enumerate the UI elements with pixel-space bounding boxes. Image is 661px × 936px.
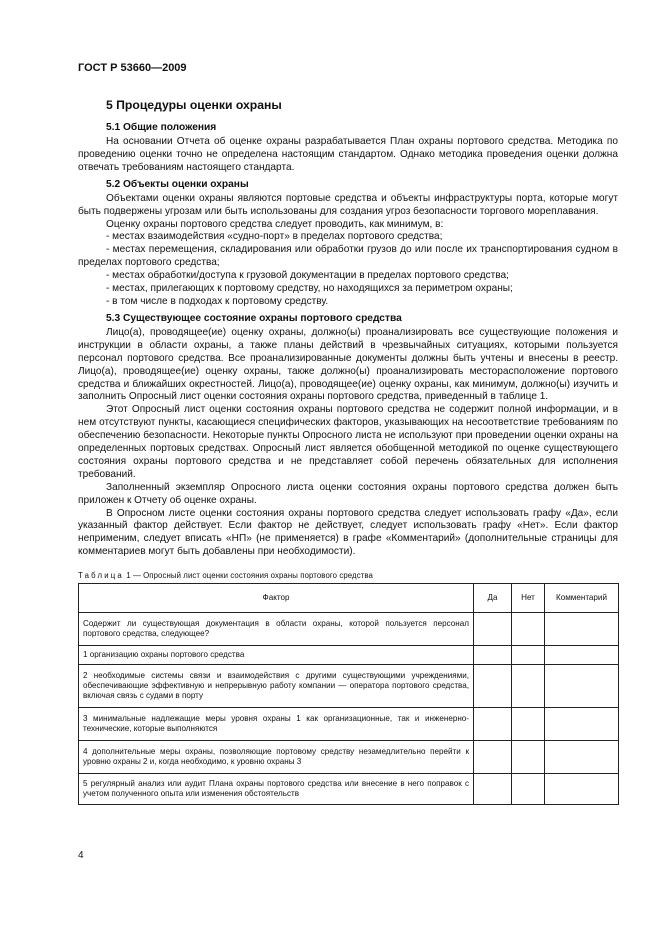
factor-cell: 4 дополнительные меры охраны, позволяющие портовому средству незамедлительно перейти к уровню охраны 2 и, когда необходимо, к уровню охраны 3 bbox=[79, 741, 474, 774]
list-item: - местах перемещения, складирования или обработки грузов до или после их транспортирования судном в пределах портового средства; bbox=[78, 244, 618, 269]
factor-cell: 1 организацию охраны портового средства bbox=[79, 646, 474, 665]
location-list bbox=[78, 231, 618, 308]
comment-cell[interactable] bbox=[545, 741, 619, 774]
header-yes: Да bbox=[474, 584, 512, 613]
list-item: - местах, прилегающих к портовому средству, но находящихся за периметром охраны; bbox=[106, 283, 513, 295]
comment-cell[interactable] bbox=[545, 613, 619, 646]
header-factor: Фактор bbox=[79, 584, 474, 613]
paragraph: Лицо(а), проводящее(ие) оценку охраны, должно(ы) проанализировать все существующие положения и инструкции в области охраны, а также планы действий в чрезвычайных ситуациях, которыми пользуется персонал портового средства. Все проанализированные документы должны быть учтены и внесены в реестр. Лицо(а), проводящее(ие) оценку охраны, также должно(ы) проанализировать месторасположение портового средства и ближайших окрестностей. Лицо(а), проводящее(ие) оценку охраны, как минимум, должно(ы) изучить и заполнить Опросный лист оценки состояния охраны портового средства, приведенный в таблице 1. bbox=[78, 326, 618, 403]
page-number: 4 bbox=[78, 850, 84, 861]
yes-cell[interactable] bbox=[474, 774, 512, 805]
list-item: - местах обработки/доступа к грузовой документации в пределах портового средства; bbox=[106, 270, 509, 282]
comment-cell[interactable] bbox=[545, 646, 619, 665]
factor-cell: Содержит ли существующая документация в области охраны, которой пользуется персонал портового средства, следующее? bbox=[79, 613, 474, 646]
yes-cell[interactable] bbox=[474, 665, 512, 708]
table-caption-prefix: Таблица bbox=[78, 571, 124, 581]
table-row bbox=[79, 741, 619, 774]
table-row bbox=[79, 708, 619, 741]
table-row bbox=[79, 665, 619, 708]
section-5-title: 5 Процедуры оценки охраны bbox=[106, 98, 282, 112]
yes-cell[interactable] bbox=[474, 646, 512, 665]
paragraph: Объектами оценки охраны являются портовые средства и объекты инфраструктуры порта, которые могут быть подвержены угрозам или быть использованы для создания угроз безопасности торгового мореплавания. bbox=[78, 192, 618, 217]
comment-cell[interactable] bbox=[545, 708, 619, 741]
section-5-3-title: 5.3 Существующее состояние охраны портового средства bbox=[106, 312, 402, 324]
yes-cell[interactable] bbox=[474, 708, 512, 741]
no-cell[interactable] bbox=[512, 665, 545, 708]
comment-cell[interactable] bbox=[545, 774, 619, 805]
paragraph: Оценку охраны портового средства следует проводить, как минимум, в: bbox=[106, 218, 444, 230]
paragraph: Этот Опросный лист оценки состояния охраны портового средства не содержит полной информации, и в нем отсутствуют пункты, касающиеся специфических факторов, указывающих на несоответствие требованиям по обеспечению безопасности. Некоторые пункты Опросного листа не используют при проведении оценки охраны на определенных портовых средствах. Опросный лист является обобщенной методикой по оценке существующего состояния охраны портового средства и не представляет собой перечень обязательных для исполнения требований. bbox=[78, 404, 618, 480]
factor-cell: 3 минимальные надлежащие меры уровня охраны 1 как организационные, так и инженерно-технические, которые выполняются bbox=[79, 708, 474, 741]
paragraph: В Опросном листе оценки состояния охраны портового средства следует использовать графу «Да», если указанный фактор действует. Если фактор не действует, следует использовать графу «Нет». Если фактор неприменим, следует вписать «НП» (не применяется) в графе «Комментарий» (дополнительные страницы для комментариев могут быть добавлены при необходимости). bbox=[78, 507, 618, 558]
comment-cell[interactable] bbox=[545, 665, 619, 708]
table-row bbox=[79, 613, 619, 646]
no-cell[interactable] bbox=[512, 708, 545, 741]
table-caption bbox=[78, 571, 618, 580]
header-no: Нет bbox=[512, 584, 545, 613]
assessment-checklist-table bbox=[78, 583, 619, 805]
document-page bbox=[78, 62, 618, 805]
list-item: - местах взаимодействия «судно-порт» в пределах портового средства; bbox=[106, 231, 443, 243]
list-item: - в том числе в подходах к портовому средству. bbox=[106, 295, 329, 307]
table-row bbox=[79, 646, 619, 665]
yes-cell[interactable] bbox=[474, 741, 512, 774]
paragraph: На основании Отчета об оценке охраны разрабатывается План охраны портового средства. Методика по проведению оценки точно не определена настоящим стандартом. Однако методика проведения оценки должна отвечать требованиям настоящего стандарта. bbox=[78, 136, 618, 173]
section-5-2-title: 5.2 Объекты оценки охраны bbox=[106, 178, 249, 190]
no-cell[interactable] bbox=[512, 646, 545, 665]
header-comment: Комментарий bbox=[545, 584, 619, 613]
table-row bbox=[79, 774, 619, 805]
no-cell[interactable] bbox=[512, 613, 545, 646]
section-5-1-title: 5.1 Общие положения bbox=[106, 122, 217, 133]
factor-cell: 2 необходимые системы связи и взаимодействия с другими существующими учреждениями, обеспечивающие эффективную и непрерывную работу компании — оператора портового средства, включая связь с судами в порту bbox=[79, 665, 474, 708]
no-cell[interactable] bbox=[512, 774, 545, 805]
yes-cell[interactable] bbox=[474, 613, 512, 646]
paragraph: Заполненный экземпляр Опросного листа оценки состояния охраны портового средства должен быть приложен к Отчету об оценке охраны. bbox=[78, 481, 618, 506]
table-header-row bbox=[79, 584, 619, 613]
factor-cell: 5 регулярный анализ или аудит Плана охраны портового средства или внесение в него поправок с учетом полученного опыта или изменения обстоятельств bbox=[79, 774, 474, 805]
no-cell[interactable] bbox=[512, 741, 545, 774]
table-caption-text: 1 — Опросный лист оценки состояния охраны портового средства bbox=[123, 571, 373, 581]
document-code: ГОСТ Р 53660—2009 bbox=[78, 62, 187, 74]
